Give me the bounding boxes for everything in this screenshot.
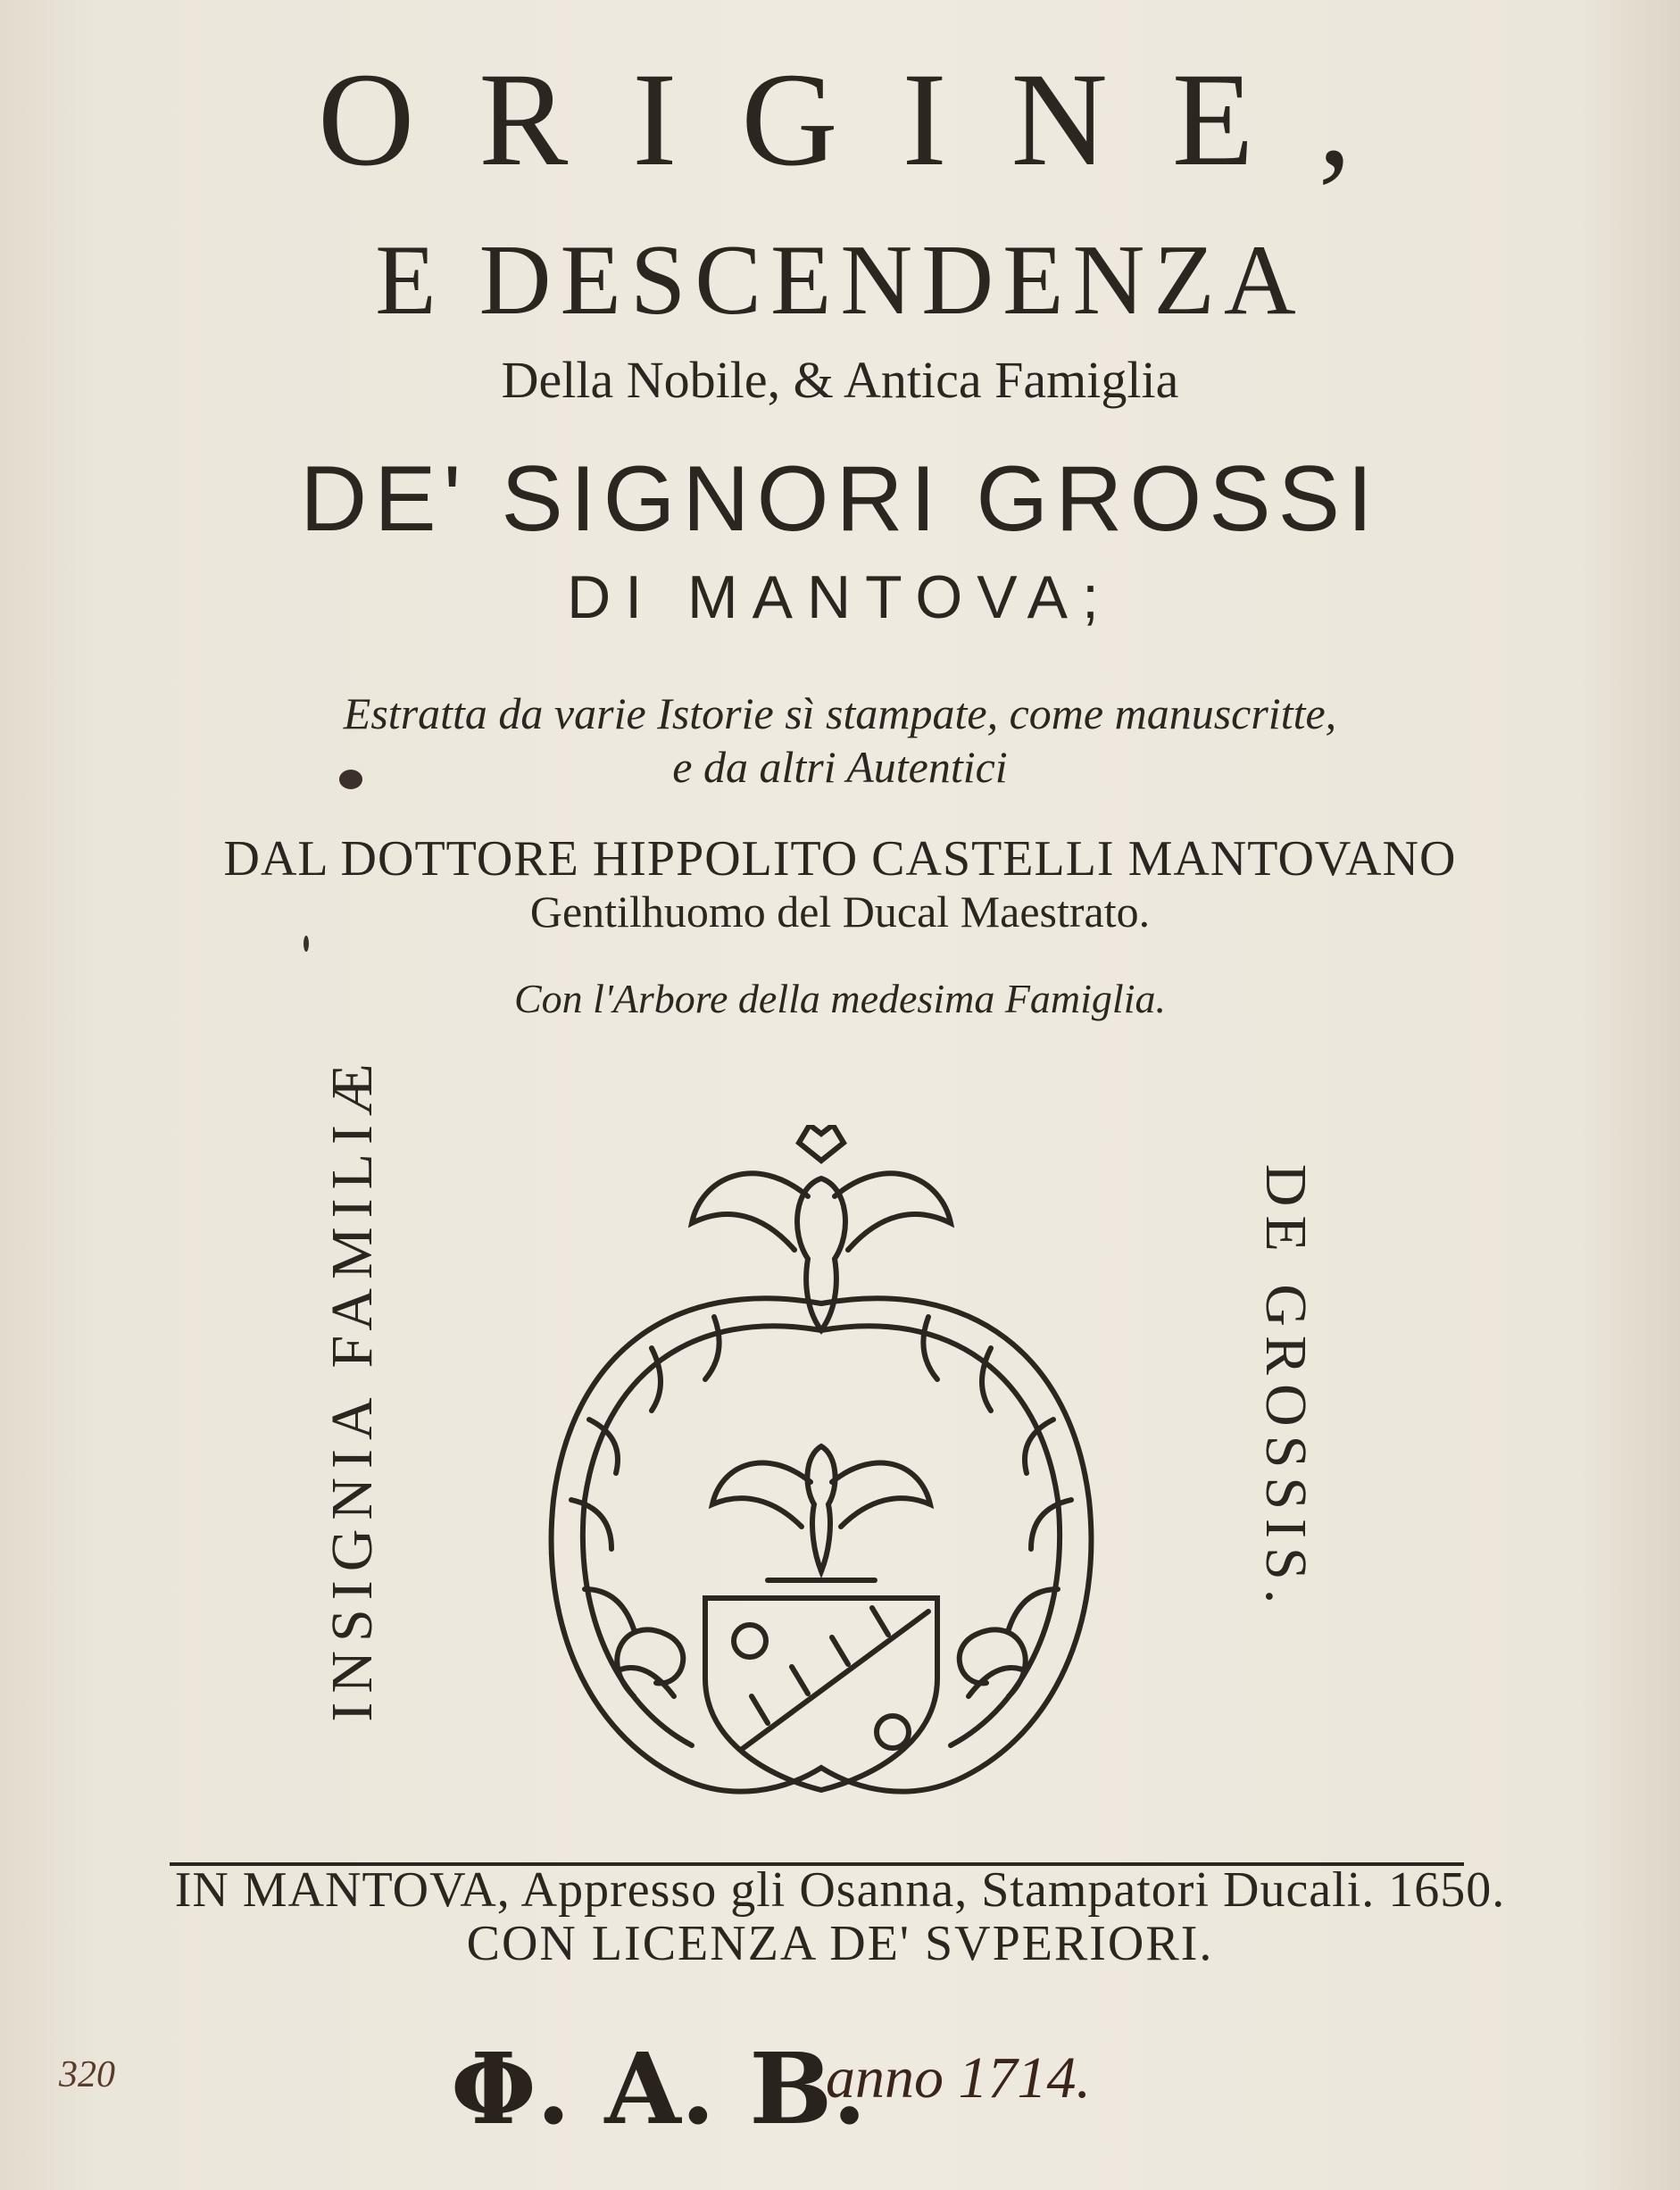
handwritten-monogram: Φ. A. B. [451,2031,867,2146]
title-origine: ORIGINE, [317,46,1417,194]
de-grossis-text: DE GROSSIS. [1253,1163,1318,1613]
tree-note: Con l'Arbore della medesima Famiglia. [513,976,1166,1021]
title-famiglia: Della Nobile, & Antica Famiglia [501,351,1179,409]
ink-stain [339,770,362,789]
handwritten-number: 320 [59,2054,115,2095]
ink-mark [304,936,309,952]
title-descendenza: E DESCENDENZA [375,225,1305,336]
title-signori-grossi: DE' SIGNORI GROSSI [300,447,1380,551]
author-title: Gentilhuomo del Ducal Maestrato. [529,887,1151,937]
coat-of-arms-icon [536,1125,1107,1803]
imprint-line-2: CON LICENZA DE' SVPERIORI. [466,1916,1214,1971]
subtitle-line-1: Estratta da varie Istorie sì stampate, come manuscritte, [343,688,1337,738]
title-mantova: DI MANTOVA; [567,563,1113,631]
subtitle-line-2: e da altri Autentici [672,742,1008,792]
imprint-line-1: IN MANTOVA, Appresso gli Osanna, Stampatori Ducali. 1650. [174,1862,1506,1918]
insignia-familiae-text: INSIGNIA FAMILIÆ [320,1054,385,1722]
author-name: DAL DOTTORE HIPPOLITO CASTELLI MANTOVANO [223,831,1457,887]
handwritten-date: anno 1714. [826,2045,1091,2111]
